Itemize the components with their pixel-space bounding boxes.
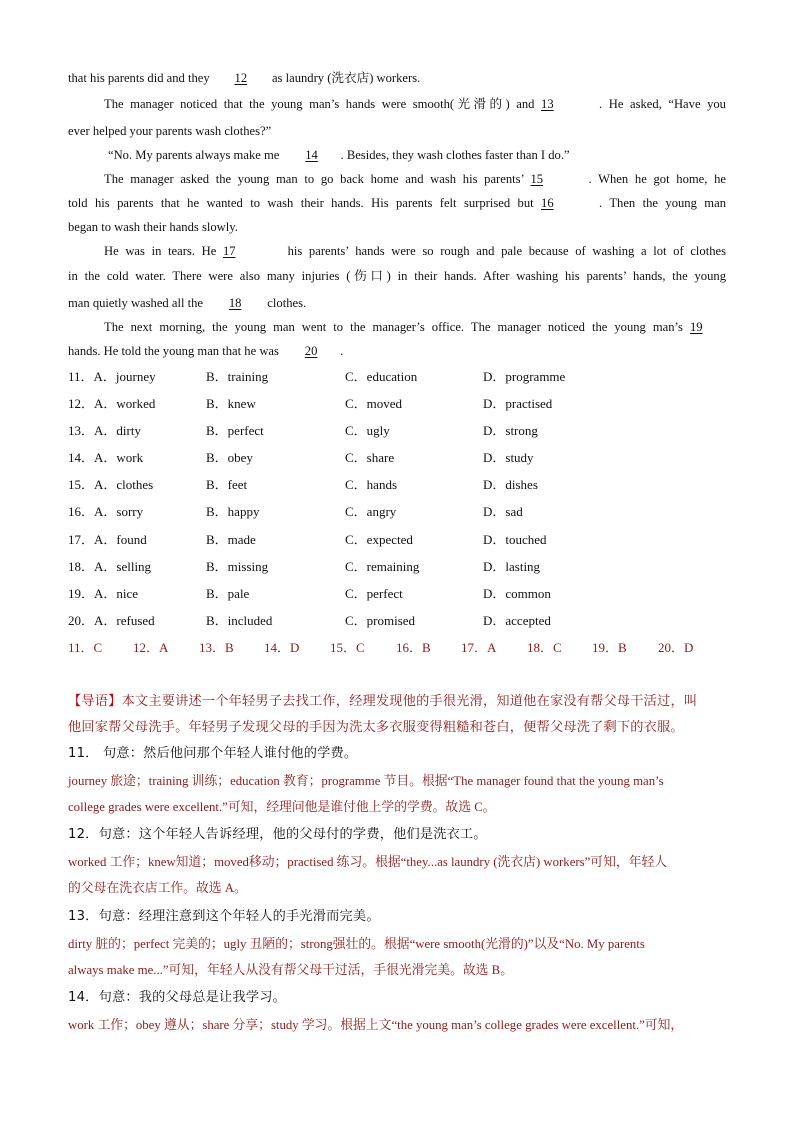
option-row [68, 559, 628, 575]
passage-line [68, 295, 726, 311]
option-d: D．study [483, 450, 534, 465]
option-c: C．share [345, 450, 395, 465]
passage-line: in the cold water. There were also many injuries (伤口) in their hands. After washing his parents’ hands, the young [68, 269, 726, 283]
option-b: B．missing [206, 559, 269, 574]
option-a: 13．A．dirty [68, 423, 141, 438]
explanation-line: 的父母在洗衣店工作。故选 A。 [68, 881, 247, 895]
option-b: B．obey [206, 450, 253, 465]
guide-tag: 【导语】 [68, 694, 122, 709]
blank-15: 15 [530, 172, 544, 186]
passage-line [104, 243, 726, 259]
explanation-title: 12．句意：这个年轻人告诉经理，他的父母付的学费，他们是洗衣工。 [68, 827, 487, 842]
passage-text: his parents’ hands were so rough and pale because of washing a lot of clothes [280, 244, 726, 258]
guide-line [68, 693, 726, 710]
answer-item: 12．A [133, 640, 169, 655]
blank-19: 19 [690, 320, 703, 334]
passage-line [108, 147, 726, 163]
option-d: D．dishes [483, 477, 538, 492]
passage-text: hands. He told the young man that he was [68, 344, 283, 358]
option-b: B．made [206, 532, 256, 547]
option-c: C．promised [345, 613, 416, 628]
option-a: 14．A．work [68, 450, 144, 465]
option-c: C．moved [345, 396, 403, 411]
option-d: D．accepted [483, 613, 551, 628]
guide-line: 他回家帮父母洗手。年轻男子发现父母的手因为洗太多衣服变得粗糙和苍白，便帮父母洗了剩下的衣服。 [68, 720, 684, 735]
passage-text: . Besides, they wash clothes faster than I do.” [340, 148, 570, 162]
option-row [68, 450, 628, 466]
option-c: C．ugly [345, 423, 390, 438]
option-c: C．perfect [345, 586, 403, 601]
option-a: 16．A．sorry [68, 504, 144, 519]
blank-14: 14 [305, 148, 318, 162]
explanation-line: work 工作；obey 遵从；share 分享；study 学习。根据上文“the young man’s college grades were excellent.”可知， [68, 1018, 684, 1032]
blank-13: 13 [541, 97, 554, 111]
answer-item: 18．C [527, 640, 562, 655]
option-b: B．knew [206, 396, 256, 411]
option-d: D．strong [483, 423, 538, 438]
passage-line [68, 195, 726, 211]
option-b: B．training [206, 369, 269, 384]
option-b: B．happy [206, 504, 260, 519]
option-row [68, 504, 628, 520]
passage-line [104, 319, 726, 335]
explanation-line: journey 旅途；training 训练；education 教育；programme 节目。根据“The manager found that the young man’s [68, 774, 664, 788]
passage-line [68, 343, 726, 359]
passage-text: The next morning, the young man went to the manager’s office. The manager noticed the young man’s [104, 320, 690, 334]
answer-item: 20．D [658, 640, 694, 655]
explanation-line: college grades were excellent.”可知，经理问他是谁付他上学的学费。故选 C。 [68, 800, 496, 814]
option-d: D．common [483, 586, 551, 601]
explanation-line: always make me...”可知，年轻人从没有帮父母干过活，手很光滑完美。故选 B。 [68, 963, 514, 977]
blank-18: 18 [228, 296, 242, 310]
option-a: 11．A．journey [68, 369, 156, 384]
passage-text: . [340, 344, 344, 358]
passage-text: . He asked, “Have you [599, 97, 726, 111]
answer-item: 16．B [396, 640, 431, 655]
option-c: C．expected [345, 532, 413, 547]
blank-12: 12 [234, 71, 248, 85]
guide-text: 本文主要讲述一个年轻男子去找工作，经理发现他的手很光滑，知道他在家没有帮父母干活过，叫 [121, 694, 698, 709]
option-d: D．sad [483, 504, 523, 519]
explanation-line: dirty 脏的；perfect 完美的；ugly 丑陋的；strong强壮的。根据“were smooth(光滑的)”以及“No. My parents [68, 937, 645, 951]
option-d: D．programme [483, 369, 566, 384]
option-row [68, 586, 628, 602]
passage-text: The manager noticed that the young man’s hands were smooth(光滑的) and [104, 97, 542, 111]
passage-line: ever helped your parents wash clothes?” [68, 124, 272, 138]
option-row [68, 532, 628, 548]
option-row [68, 613, 628, 629]
option-c: C．angry [345, 504, 397, 519]
passage-text: man quietly washed all the [68, 296, 207, 310]
answer-item: 13．B [199, 640, 234, 655]
option-row [68, 369, 628, 385]
passage-line [104, 171, 726, 187]
explanation-title: 11． 句意：然后他问那个年轻人谁付他的学费。 [68, 746, 358, 761]
explanation-title: 13．句意：经理注意到这个年轻人的手光滑而完美。 [68, 909, 380, 924]
option-a: 15．A．clothes [68, 477, 154, 492]
option-c: C．remaining [345, 559, 420, 574]
option-row [68, 396, 628, 412]
explanation-title: 14．句意：我的父母总是让我学习。 [68, 990, 286, 1005]
passage-text: . Then the young man [599, 196, 726, 210]
blank-16: 16 [541, 196, 554, 210]
option-b: B．pale [206, 586, 250, 601]
explanation-line: worked 工作；knew知道；moved移动；practised 练习。根据“they...as laundry (洗衣店) workers”可知，年轻人 [68, 855, 668, 869]
passage-line [104, 96, 726, 112]
option-a: 17．A．found [68, 532, 147, 547]
option-row [68, 477, 628, 493]
option-a: 19．A．nice [68, 586, 139, 601]
option-b: B．included [206, 613, 273, 628]
answer-item: 15．C [330, 640, 365, 655]
answer-item: 17．A [461, 640, 497, 655]
option-d: D．lasting [483, 559, 541, 574]
option-b: B．feet [206, 477, 248, 492]
passage-text: that his parents did and they [68, 71, 213, 85]
option-b: B．perfect [206, 423, 264, 438]
passage-text: He was in tears. He [104, 244, 223, 258]
option-d: D．touched [483, 532, 547, 547]
passage-text: “No. My parents always make me [108, 148, 283, 162]
answer-item: 19．B [592, 640, 627, 655]
passage-text: clothes. [264, 296, 307, 310]
passage-text: told his parents that he wanted to wash their hands. His parents felt surprised but [68, 196, 542, 210]
answer-key [68, 640, 728, 656]
option-a: 20．A．refused [68, 613, 155, 628]
answer-item: 11．C [68, 640, 103, 655]
passage-text: The manager asked the young man to go back home and wash his parents’ [104, 172, 531, 186]
passage-line [68, 70, 726, 86]
passage-text: . When he got home, he [588, 172, 726, 186]
passage-text: as laundry (洗衣店) workers. [268, 71, 421, 85]
option-c: C．hands [345, 477, 398, 492]
option-row [68, 423, 628, 439]
passage-line: began to wash their hands slowly. [68, 220, 238, 234]
blank-17: 17 [222, 244, 236, 258]
answer-item: 14．D [264, 640, 300, 655]
blank-20: 20 [304, 344, 318, 358]
option-c: C．education [345, 369, 418, 384]
option-a: 18．A．selling [68, 559, 152, 574]
option-d: D．practised [483, 396, 553, 411]
option-a: 12．A．worked [68, 396, 156, 411]
